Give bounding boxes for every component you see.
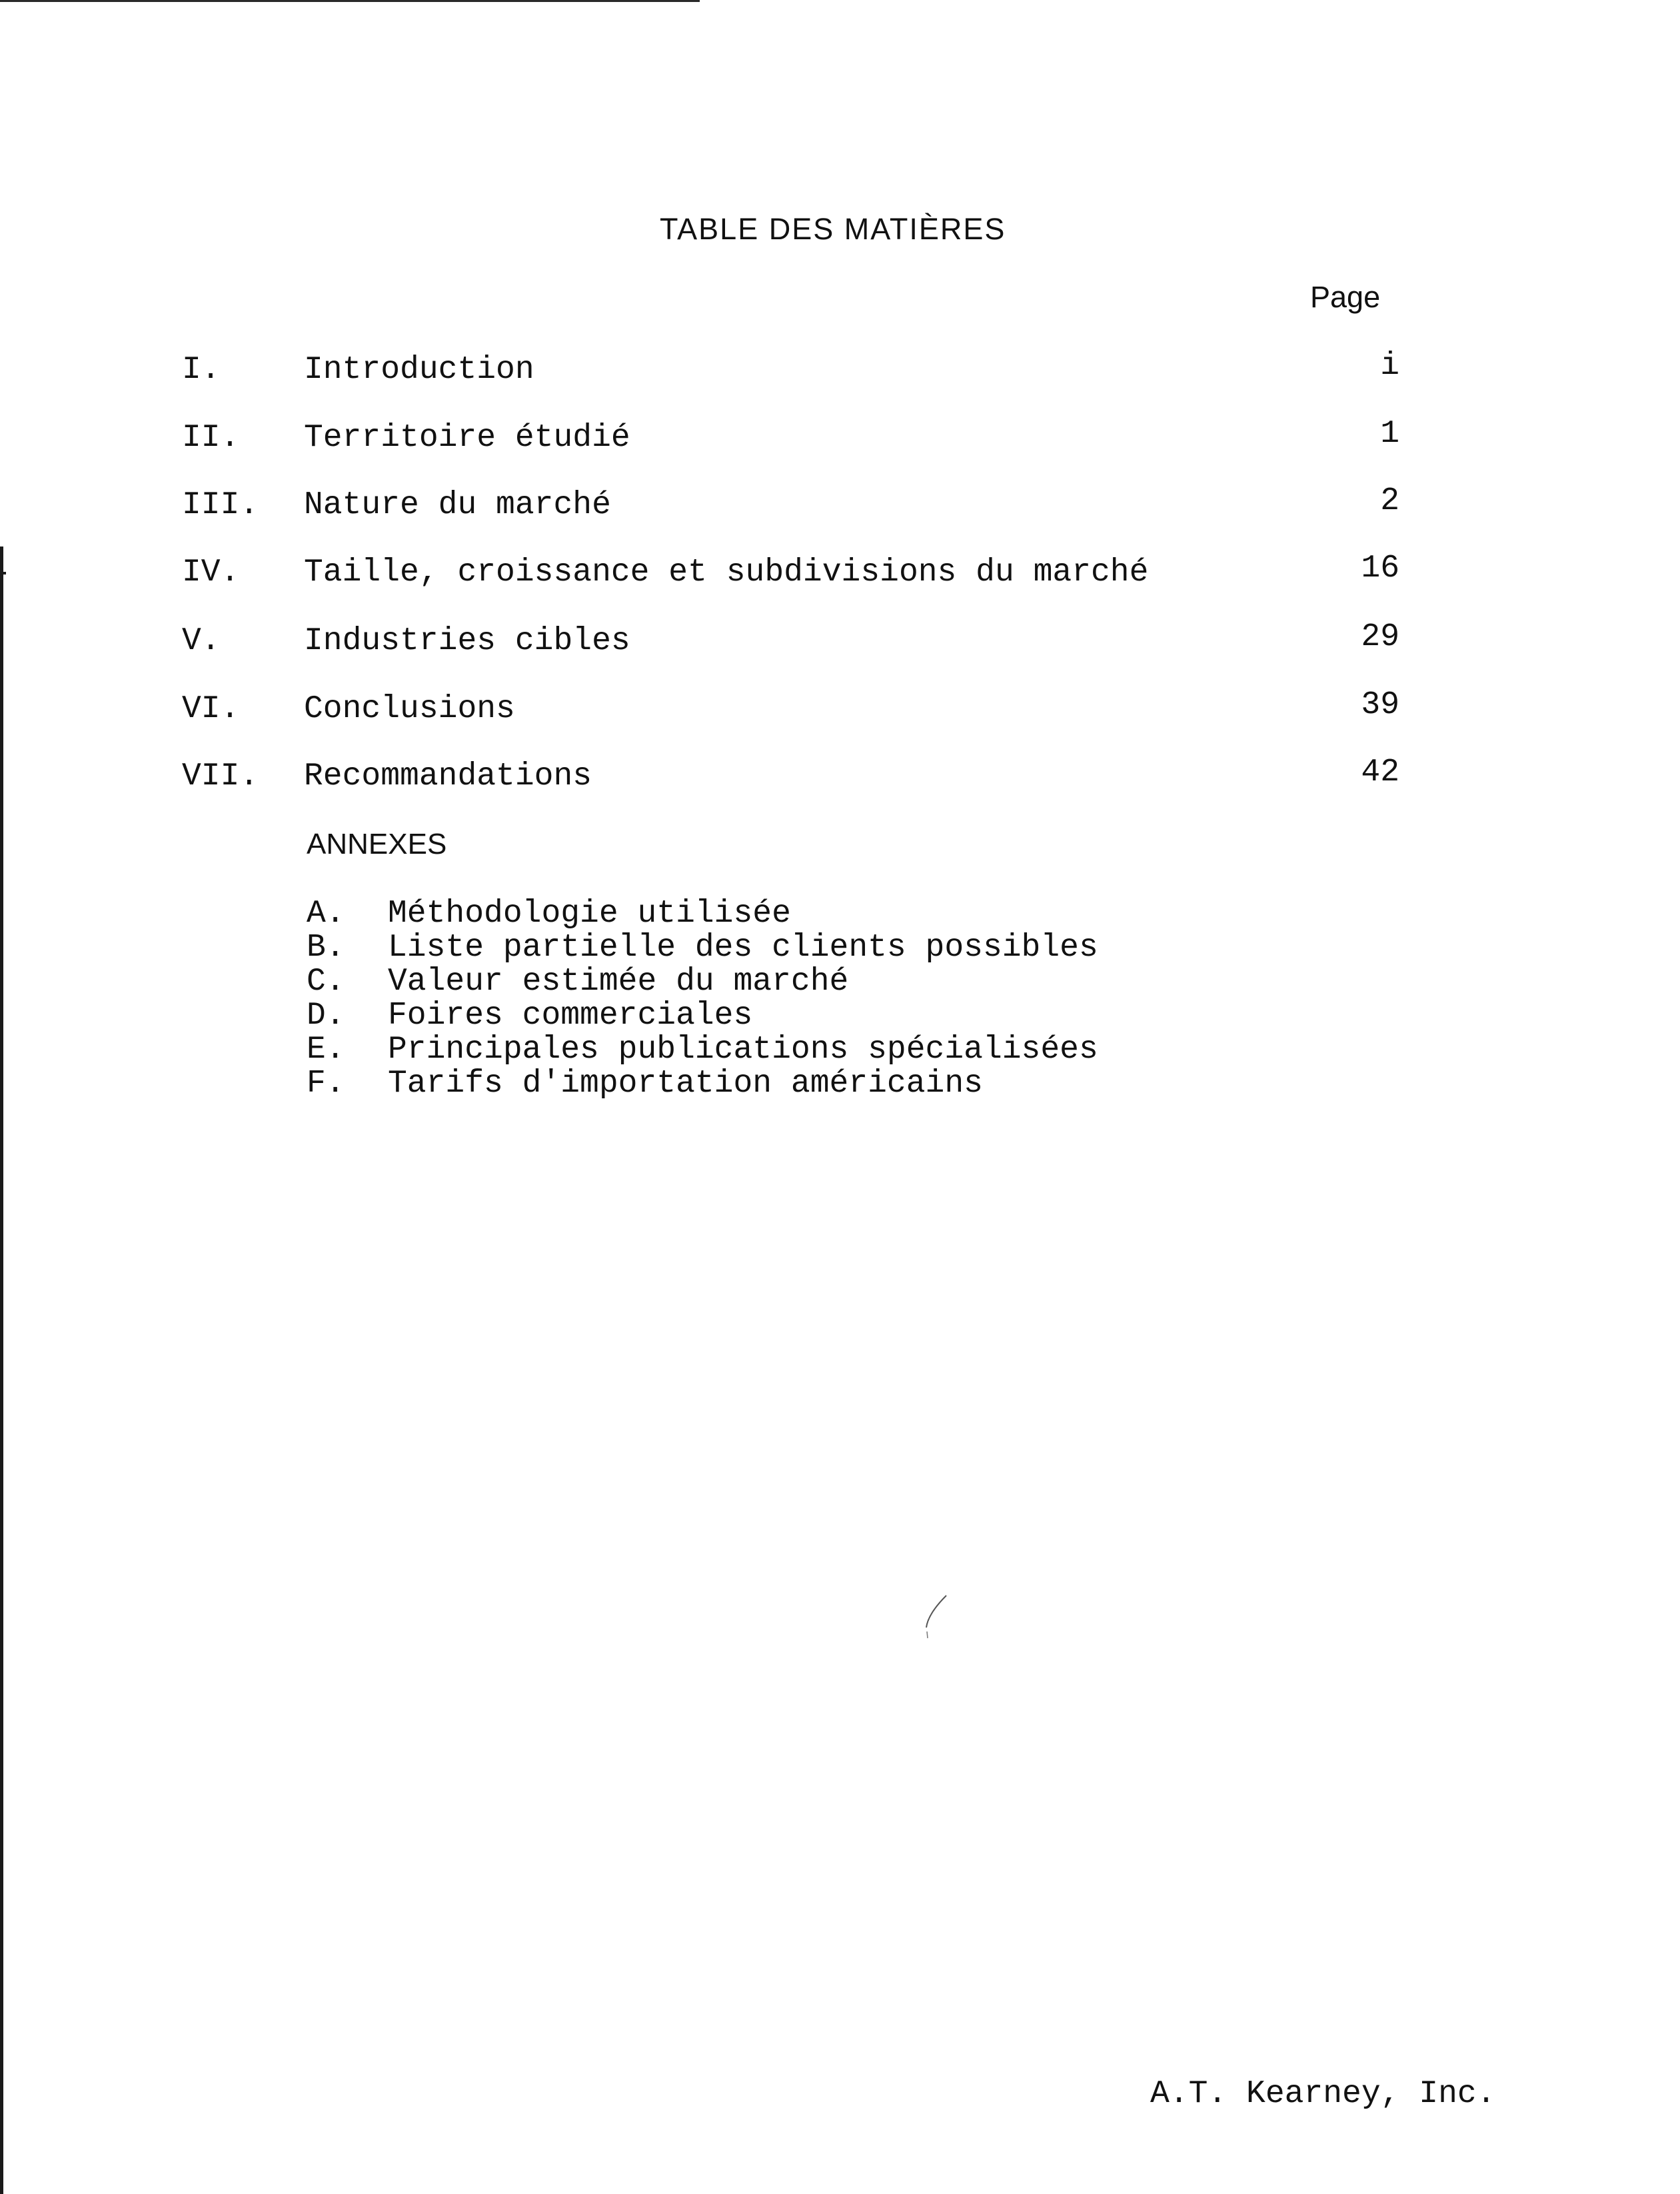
annex-letter: B. [307,930,345,966]
toc-number: II. [182,420,240,456]
annex-item [0,964,1680,998]
annexes-heading: ANNEXES [307,828,447,860]
annex-letter: D. [307,998,345,1034]
toc-label: Taille, croissance et subdivisions du marché [304,554,1149,590]
annex-letter: C. [307,964,345,1000]
pencil-mark [922,1594,949,1641]
toc-label: Introduction [304,352,534,388]
toc-page: 16 [1361,550,1399,586]
toc-page: i [1380,348,1399,384]
toc-page: 39 [1361,687,1399,723]
annex-label: Liste partielle des clients possibles [388,930,1098,966]
toc-number: III. [182,487,259,523]
toc-label: Conclusions [304,691,515,727]
scan-top-edge [0,0,700,2]
page-column-header: Page [1310,280,1381,314]
annex-item [0,1066,1680,1100]
annex-label: Valeur estimée du marché [388,964,849,1000]
annex-label: Méthodologie utilisée [388,896,791,932]
toc-row [0,348,1680,392]
annex-letter: F. [307,1066,345,1102]
toc-page: 42 [1361,754,1399,790]
footer-company-name: A.T. Kearney, Inc. [1150,2076,1496,2112]
toc-label: Recommandations [304,758,592,794]
annex-item [0,896,1680,930]
toc-label: Industries cibles [304,623,630,659]
toc-number: V. [182,623,221,659]
toc-number: I. [182,352,221,388]
toc-number: VI. [182,691,240,727]
toc-page: 29 [1361,619,1399,655]
toc-row [0,550,1680,594]
toc-number: IV. [182,554,240,590]
page-title: TABLE DES MATIÈRES [660,212,1006,246]
toc-row [0,483,1680,527]
toc-row [0,416,1680,460]
annex-label: Foires commerciales [388,998,753,1034]
annex-item [0,998,1680,1032]
toc-label: Nature du marché [304,487,611,523]
toc-label: Territoire étudié [304,420,630,456]
annex-label: Tarifs d'importation américains [388,1066,983,1102]
annex-item [0,930,1680,964]
annex-letter: A. [307,896,345,932]
annex-letter: E. [307,1032,345,1068]
annex-item [0,1032,1680,1066]
toc-page: 1 [1380,416,1399,452]
toc-row [0,687,1680,731]
annex-label: Principales publications spécialisées [388,1032,1098,1068]
toc-page: 2 [1380,483,1399,519]
toc-number: VII. [182,758,259,794]
toc-row [0,619,1680,663]
toc-row [0,754,1680,798]
